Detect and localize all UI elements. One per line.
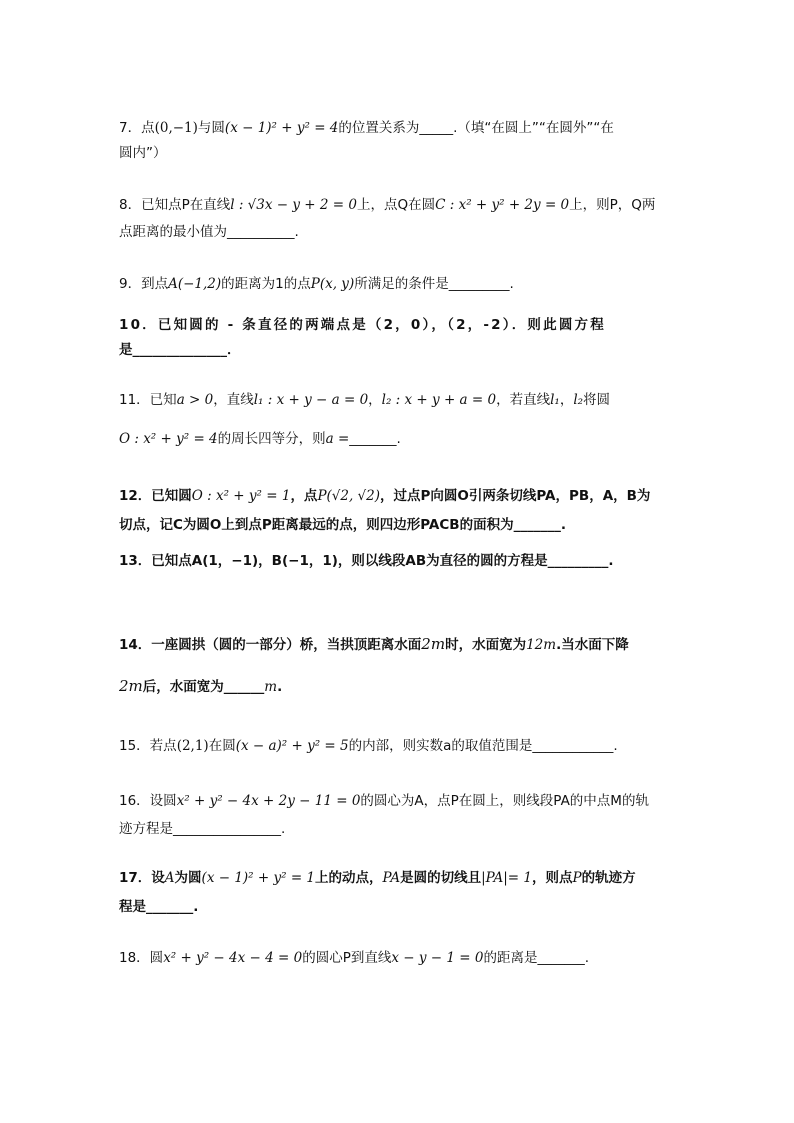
q8-math-line: l : √3x − y + 2 = 0	[230, 197, 357, 213]
q14-math-unit: m	[264, 679, 278, 695]
q15-math-point: (2,1)	[176, 738, 209, 754]
q15-text-c: 的内部，则实数a的取值范围是____________.	[348, 738, 618, 754]
question-14-line-2	[119, 675, 282, 695]
q17-text-e: ，则点	[532, 870, 573, 886]
q9-text-a: 9．到点	[119, 276, 169, 292]
question-17-line-2: 程是_______.	[119, 899, 199, 915]
q11-text-h: _______.	[349, 431, 401, 447]
q11-math-l1: l₁ : x + y − a = 0	[253, 392, 369, 408]
q14-math-2m: 2m	[421, 635, 446, 653]
question-9	[119, 272, 514, 292]
q11-text-f: 将圆	[583, 392, 611, 408]
question-12-line-2: 切点，记C为圆O上到点P距离最远的点，则四边形PACB的面积为_______.	[119, 517, 566, 533]
q16-math-circle: x² + y² − 4x + 2y − 11 = 0	[176, 793, 361, 809]
q17-math-circle: (x − 1)² + y² = 1	[201, 870, 316, 886]
q17-text-d: 是圆的切线且	[400, 870, 482, 886]
q14-text-a: 14．一座圆拱（圆的一部分）桥，当拱顶距离水面	[119, 637, 422, 653]
q11-math-a-eq: a =	[325, 431, 350, 447]
q11-text-b: ，直线	[213, 392, 254, 408]
q9-math-point-p: P(x, y)	[310, 276, 355, 292]
q9-text-b: 的距离为1的点	[221, 276, 311, 292]
q11-text-a: 11．已知	[119, 392, 177, 408]
q15-text-b: 在圆	[208, 738, 236, 754]
q17-math-p: P	[572, 870, 582, 886]
q11-text-c: ，	[368, 392, 382, 408]
question-17	[119, 866, 636, 886]
q7-text-b: 与圆	[197, 120, 225, 136]
q17-text-c: 上的动点，	[315, 870, 383, 886]
q15-math-circle: (x − a)² + y² = 5	[235, 738, 349, 754]
q18-math-circle: x² + y² − 4x − 4 = 0	[163, 950, 303, 966]
q11-math-l2: l₂ : x + y + a = 0	[381, 392, 497, 408]
q15-text-a: 15．若点	[119, 738, 177, 754]
q12-math-point: P(√2, √2)	[317, 488, 381, 504]
question-8	[119, 193, 655, 213]
question-18	[119, 946, 589, 966]
question-16	[119, 789, 649, 809]
q18-text-b: 的圆心P到直线	[302, 950, 392, 966]
question-15	[119, 734, 618, 754]
question-7-line-2: 圆内”）	[119, 145, 167, 161]
question-13: 13．已知点A(1，−1)，B(−1，1)，则以线段AB为直径的圆的方程是_________.	[119, 553, 614, 569]
question-16-line-2: 迹方程是________________.	[119, 821, 286, 837]
q11-text-e: ，	[559, 392, 574, 408]
q11-text-g: 的周长四等分，则	[217, 431, 326, 447]
q14-text-d: 后，水面宽为______	[142, 679, 265, 695]
q11-math-l2-ref: l₂	[573, 392, 584, 408]
question-7	[119, 116, 614, 136]
q12-text-b: ，点	[290, 488, 318, 504]
q8-math-circle: C : x² + y² + 2y = 0	[435, 197, 570, 213]
q18-text-c: 的距离是_______.	[483, 950, 590, 966]
q17-text-f: 的轨迹方	[581, 870, 636, 886]
q12-math-circle: O : x² + y² = 1	[191, 488, 291, 504]
q18-math-line: x − y − 1 = 0	[391, 950, 484, 966]
q8-text-a: 8．已知点P在直线	[119, 197, 231, 213]
q17-math-pa: PA	[382, 870, 401, 886]
q14-math-12m: 12m	[526, 637, 557, 653]
q17-math-a: A	[164, 870, 175, 886]
q18-text-a: 18．圆	[119, 950, 164, 966]
q12-text-c: ，过点P向圆O引两条切线PA，PB，A，B为	[380, 488, 651, 504]
q14-text-e: .	[277, 679, 283, 695]
q11-math-a: a > 0	[176, 392, 214, 408]
q7-math-circle: (x − 1)² + y² = 4	[224, 120, 339, 136]
q8-text-b: 上，点Q在圆	[356, 197, 436, 213]
q9-math-point-a: A(−1,2)	[168, 276, 222, 292]
q14-text-c: .当水面下降	[556, 637, 629, 653]
q12-text-a: 12．已知圆	[119, 488, 192, 504]
q16-text-b: 的圆心为A，点P在圆上，则线段PA的中点M的轨	[360, 793, 649, 809]
q14-math-2m-b: 2m	[119, 677, 143, 695]
q8-text-c: 上，则P，Q两	[569, 197, 656, 213]
q7-text-c: 的位置关系为_____.（填“在圆上”“在圆外”“在	[338, 120, 614, 136]
q9-text-c: 所满足的条件是_________.	[354, 276, 514, 292]
question-14	[119, 633, 629, 653]
q17-text-b: 为圆	[174, 870, 202, 886]
q17-text-a: 17．设	[119, 870, 165, 886]
question-10: 10．已知圆的 - 条直径的两端点是（2，0），（2，-2）．则此圆方程	[119, 317, 606, 333]
question-12	[119, 484, 650, 504]
question-10-line-2: 是______________．	[119, 342, 241, 358]
q16-text-a: 16．设圆	[119, 793, 177, 809]
q7-text-a: 7．点	[119, 120, 155, 136]
q7-math-point: (0,−1)	[154, 120, 198, 136]
q17-math-abs: |PA|= 1	[481, 870, 532, 886]
q11-math-circle: O : x² + y² = 4	[119, 431, 218, 447]
question-11	[119, 388, 610, 408]
question-8-line-2: 点距离的最小值为__________.	[119, 224, 299, 240]
q11-text-d: ，若直线	[496, 392, 551, 408]
question-11-line-2	[119, 427, 401, 447]
q11-math-l1-ref: l₁	[550, 392, 560, 408]
q14-text-b: 时，水面宽为	[445, 637, 527, 653]
